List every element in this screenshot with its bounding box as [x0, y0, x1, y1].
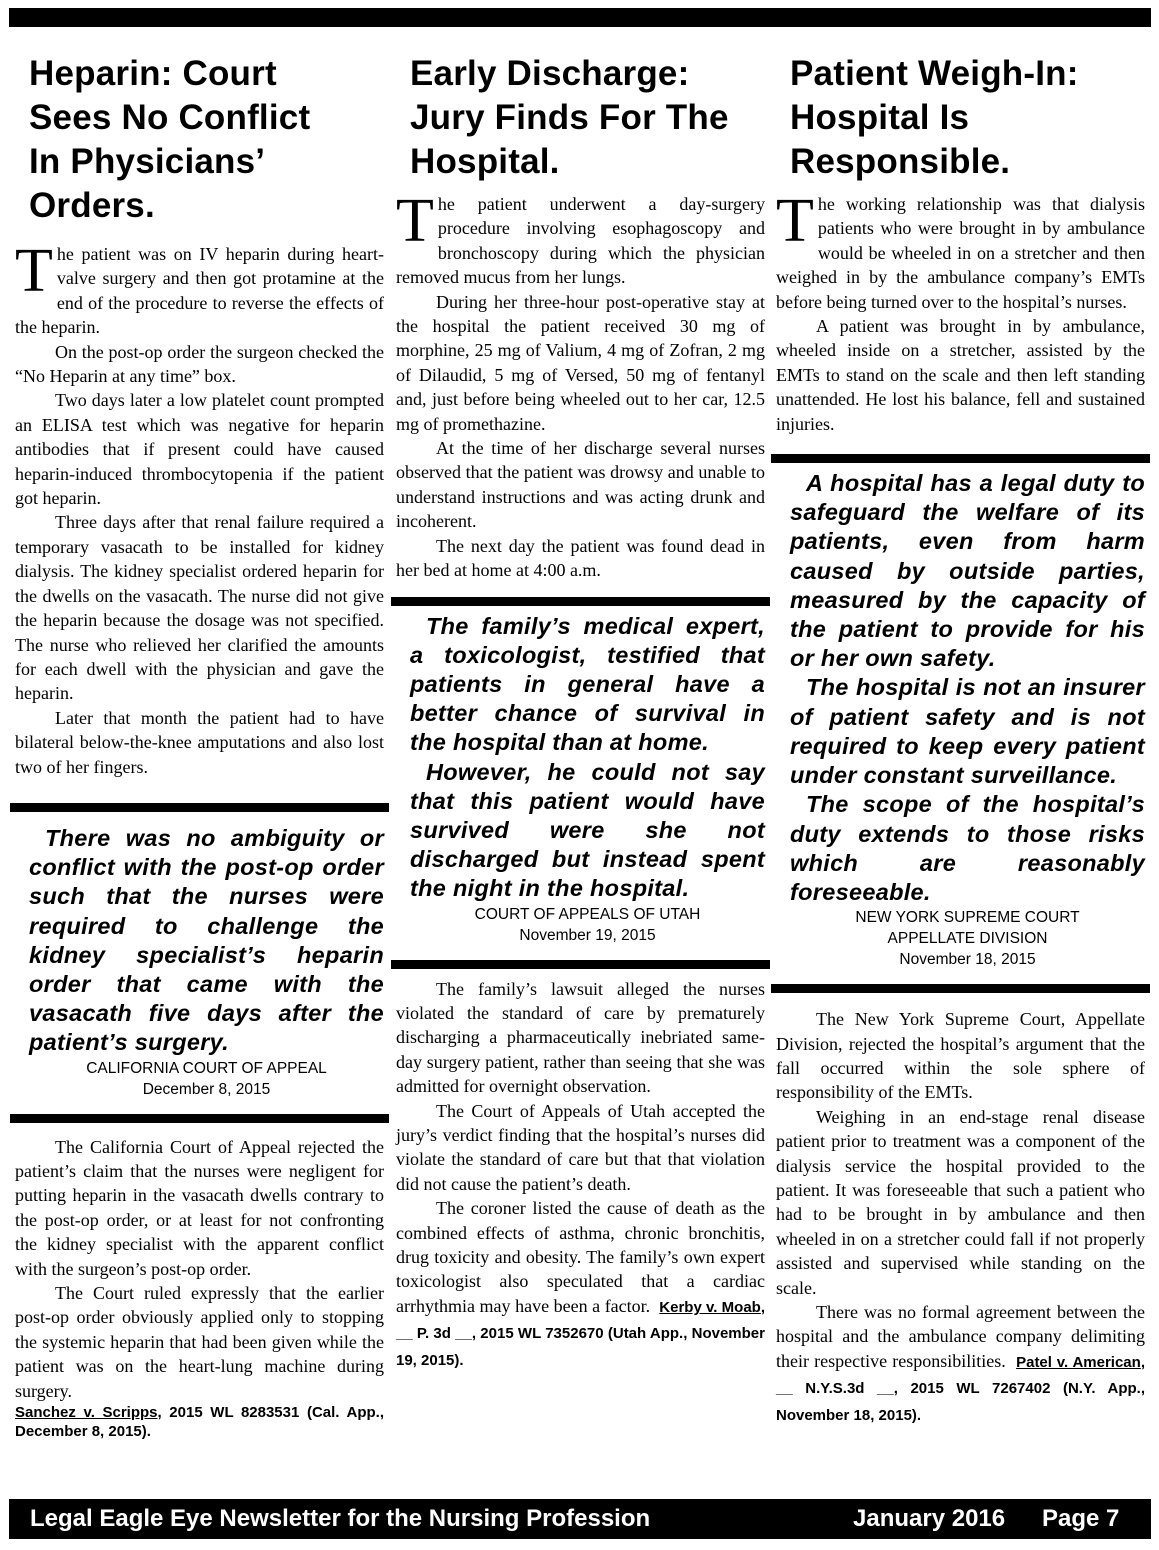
headline [790, 52, 1145, 184]
case-citation [15, 1403, 384, 1441]
article-heparin [15, 52, 384, 1441]
pull-quote-text: There was no ambiguity or conflict with the post-op order such that the nurses were required to challenge the kidney specialist’s heparin order that came with the vasacath five days after the patient’s surgery. [29, 824, 384, 1056]
paragraph: The Court ruled expressly that the earlier post-op order obviously applied only to stopping the systemic heparin that had been given while the patient was on the heart-lung machine during surgery. [15, 1283, 384, 1401]
article-intro [15, 237, 384, 779]
paragraph-text: The coroner listed the cause of death as the combined effects of asthma, chronic bronchitis, drug toxicity and obesity. The family’s own expert toxicologist also speculated that a cardiac arrhythmia may have been a factor. [396, 1198, 765, 1316]
paragraph: During her three-hour post-operative stay at the hospital the patient received 30 mg of morphine, 25 mg of Valium, 4 mg of Zofran, 2 mg of Dilaudid, 5 mg of Versed, 50 mg of fentanyl and, just before being wheeled out to her car, 12.5 mg of promethazine. [396, 291, 765, 434]
drop-cap: T [776, 187, 814, 255]
article-early-discharge [396, 52, 765, 1373]
paragraph-text: he patient underwent a day-surgery procedure involving esophagoscopy and bronchoscopy during which the physician removed mucus from her lungs. [396, 194, 765, 288]
court-attribution [790, 907, 1145, 970]
headline-line: Early Discharge: [410, 54, 690, 93]
pull-quote-text: The family’s medical expert, a toxicologist, testified that patients in general have a better chance of survival in the hospital than at home. [410, 612, 765, 756]
citation-detail: , 2015 WL 8283531 (Cal. App., December 8, 2015). [15, 1404, 385, 1441]
headline-line: Patient Weigh-In: [790, 54, 1079, 93]
pull-quote-text: A hospital has a legal duty to safeguard the welfare of its patients, even from harm caused by outside parties, measured by the capacity of the patient to provide for his or her own safety. [790, 470, 1145, 672]
paragraph: At the time of her discharge several nurses observed that the patient was drowsy and unable to understand instructions and was acting drunk and incoherent. [396, 438, 765, 532]
divider-rule [10, 803, 389, 812]
case-name-link[interactable]: Sanchez v. Scripps [15, 1404, 158, 1422]
paragraph-text: There was no formal agreement between the hospital and the ambulance company delimiting their respective responsibilities. [776, 1301, 1145, 1371]
headline [410, 52, 765, 184]
citation-detail: , __ N.Y.S.3d __, 2015 WL 7267402 (N.Y. App., November 18, 2015). [776, 1353, 1145, 1424]
case-name-link[interactable]: Kerby v. Moab [659, 1298, 761, 1316]
headline-line: In Physicians’ [29, 142, 266, 181]
headline-line: Heparin: Court [29, 54, 277, 93]
headline-line: Hospital. [410, 142, 560, 181]
paragraph: The next day the patient was found dead in her bed at home at 4:00 a.m. [396, 535, 765, 581]
paragraph-text: he working relationship was that dialysis patients who were brought in by ambulance would be wheeled in on a stretcher and then weighed in by the ambulance company’s EMTs before being turned over to the hospital’s nurses. [776, 194, 1145, 312]
paragraph [776, 1300, 1145, 1428]
decision-date: December 8, 2015 [142, 1080, 271, 1098]
headline-line: Sees No Conflict [29, 98, 311, 137]
pull-quote-text: The hospital is not an insurer of patient safety and is not required to keep every patient under constant surveillance. [790, 674, 1145, 789]
article-closing [776, 1007, 1145, 1428]
case-name-link[interactable]: Patel v. American [1016, 1353, 1141, 1371]
divider-rule [771, 984, 1150, 993]
paragraph: The Court of Appeals of Utah accepted the jury’s verdict finding that the hospital’s nurses did violate the standard of care but that that violation did not cause the patient’s death. [396, 1100, 765, 1194]
headline [29, 52, 384, 228]
headline-line: Hospital Is [790, 98, 970, 137]
paragraph [776, 187, 1145, 314]
article-intro [396, 187, 765, 583]
headline-line: Orders. [29, 186, 155, 225]
paragraph [396, 1196, 765, 1373]
citation-detail: , __ P. 3d __, 2015 WL 7352670 (Utah App., November 19, 2015). [396, 1298, 765, 1369]
article-closing [396, 977, 765, 1374]
paragraph [15, 237, 384, 340]
headline-line: Responsible. [790, 142, 1011, 181]
article-closing [15, 1135, 384, 1403]
pull-quote-text: However, he could not say that this patient would have survived were she not discharged but instead spent the night in the hospital. [410, 758, 765, 902]
paragraph: Later that month the patient had to have bilateral below-the-knee amputations and also lost two of her fingers. [15, 707, 384, 777]
paragraph: The New York Supreme Court, Appellate Division, rejected the hospital’s argument that the fall occurred within the sole sphere of responsibility of the EMTs. [776, 1009, 1145, 1103]
court-attribution [410, 904, 765, 946]
article-weigh-in [776, 52, 1145, 1428]
issue-date: January 2016 [853, 1505, 1006, 1532]
court-name: CALIFORNIA COURT OF APPEAL [86, 1059, 327, 1077]
court-attribution [29, 1058, 384, 1100]
court-name: COURT OF APPEALS OF UTAH [474, 905, 701, 923]
paragraph: A patient was brought in by ambulance, wheeled inside on a stretcher, assisted by the EMTs to stand on the scale and then left standing unattended. He lost his balance, fell and sustained injuries. [776, 316, 1145, 434]
paragraph: On the post-op order the surgeon checked the “No Heparin at any time” box. [15, 341, 384, 387]
drop-cap: T [396, 187, 434, 255]
pull-quote [29, 824, 384, 1058]
paragraph-text: he patient was on IV heparin during heart-valve surgery and then got protamine at the end of the procedure to reverse the effects of the heparin. [15, 244, 384, 338]
divider-rule [391, 960, 770, 969]
pull-quote [410, 612, 765, 904]
paragraph: The California Court of Appeal rejected the patient’s claim that the nurses were negligent for putting heparin in the vasacath dwells contrary to the post-op order, or at least for not confronting the kidney specialist with the apparent conflict with the surgeon’s post-op order. [15, 1136, 384, 1279]
divider-rule [771, 454, 1150, 463]
paragraph: The family’s lawsuit alleged the nurses violated the standard of care by prematurely discharging a pharmaceutically inebriated same-day surgery patient, rather than seeing that she was admitted for overnight observation. [396, 978, 765, 1097]
divider-rule [10, 1114, 389, 1123]
court-name: NEW YORK SUPREME COURT [855, 909, 1080, 927]
article-intro [776, 187, 1145, 436]
page-number: Page 7 [1042, 1505, 1120, 1532]
decision-date: November 19, 2015 [519, 926, 656, 944]
pull-quote [790, 469, 1145, 907]
page-footer [9, 1499, 1151, 1539]
court-division: APPELLATE DIVISION [887, 930, 1048, 948]
paragraph: Three days after that renal failure required a temporary vasacath to be installed for kidney dialysis. The kidney specialist ordered heparin for the dwells on the vasacath. The nurse did not give the heparin because the dosage was not specified. The nurse who relieved her clarified the amounts for each dwell with the physician and gave the heparin. [15, 512, 384, 704]
paragraph: Weighing in an end-stage renal disease patient prior to treatment was a component of the dialysis service the hospital provided to the patient. It was foreseeable that such a patient who had to be brought in by ambulance and then wheeled in on a stretcher could fall if not properly assisted and supervised while standing on the scale. [776, 1106, 1145, 1298]
headline-line: Jury Finds For The [410, 98, 729, 137]
top-rule [9, 8, 1151, 27]
paragraph [396, 187, 765, 290]
publication-title: Legal Eagle Eye Newsletter for the Nursing Profession [30, 1505, 651, 1532]
decision-date: November 18, 2015 [899, 951, 1036, 969]
divider-rule [391, 597, 770, 606]
pull-quote-text: The scope of the hospital’s duty extends to those risks which are reasonably foreseeable. [790, 791, 1145, 905]
drop-cap: T [15, 237, 53, 305]
paragraph: Two days later a low platelet count prompted an ELISA test which was negative for heparin antibodies that if present could have caused heparin-induced thrombocytopenia if the patient got heparin. [15, 390, 384, 509]
